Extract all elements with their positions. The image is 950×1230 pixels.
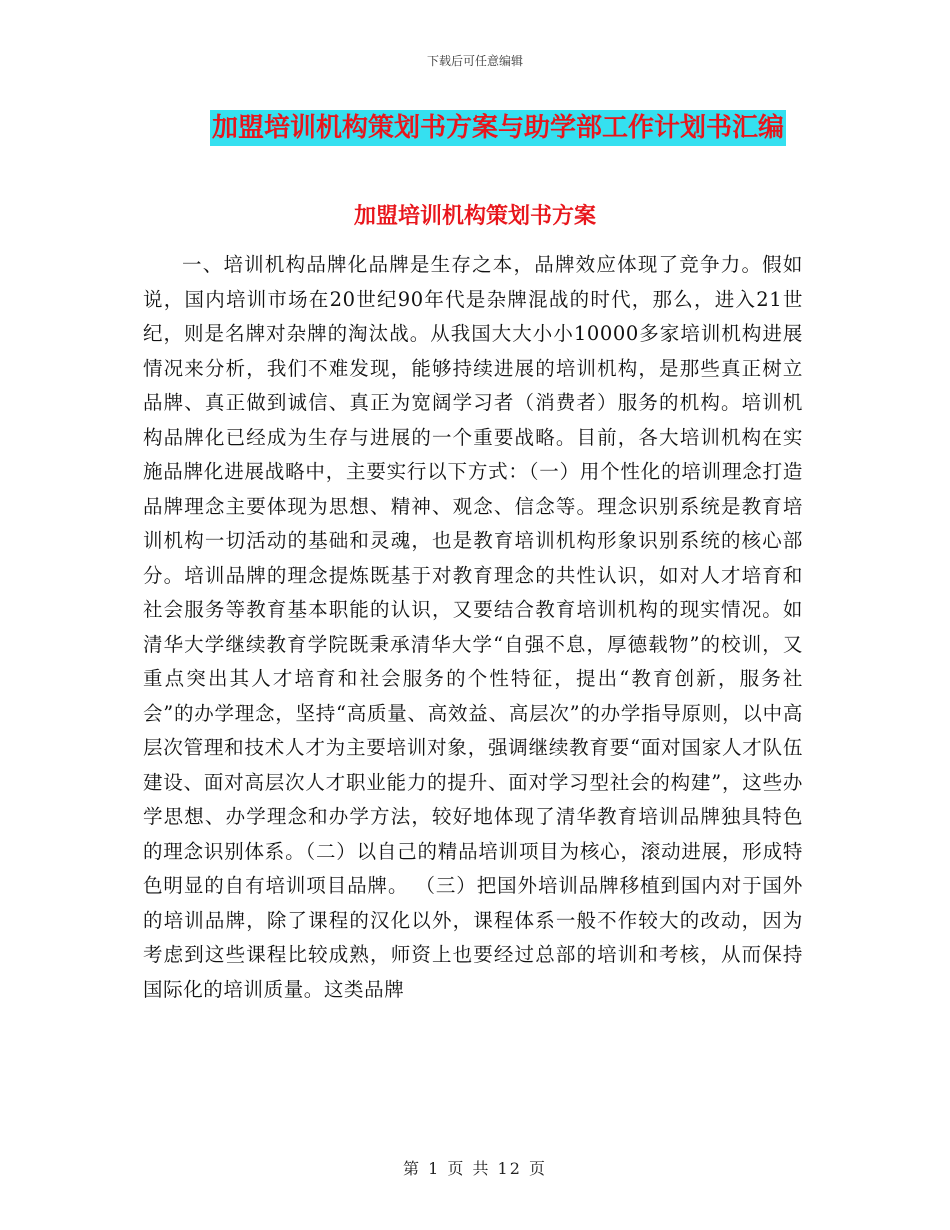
document-title: 加盟培训机构策划书方案与助学部工作计划书汇编 <box>210 110 786 146</box>
page-header-note: 下载后可任意编辑 <box>426 54 523 68</box>
section-title: 加盟培训机构策划书方案 <box>353 204 596 229</box>
body-paragraph: 一、培训机构品牌化品牌是生存之本，品牌效应体现了竞争力。假如说，国内培训市场在20世纪90年代是杂牌混战的时代，那么，进入21世纪，则是名牌对杂牌的淘汰战。从我国大大小小10000多家培训机构进展情况来分析，我们不难发现，能够持续进展的培训机构，是那些真正树立品牌、真正做到诚信、真正为宽阔学习者（消费者）服务的机构。培训机构品牌化已经成为生存与进展的一个重要战略。目前，各大培训机构在实施品牌化进展战略中，主要实行以下方式：（一）用个性化的培训理念打造品牌理念主要体现为思想、精神、观念、信念等。理念识别系统是教育培训机构一切活动的基础和灵魂，也是教育培训机构形象识别系统的核心部分。培训品牌的理念提炼既基于对教育理念的共性认识，如对人才培育和社会服务等教育基本职能的认识，又要结合教育培训机构的现实情况。如清华大学继续教育学院既秉承清华大学“自强不息，厚德载物”的校训，又重点突出其人才培育和社会服务的个性特征，提出“教育创新，服务社会”的办学理念，坚持“高质量、高效益、高层次”的办学指导原则，以中高层次管理和技术人才为主要培训对象，强调继续教育要“面对国家人才队伍建设、面对高层次人才职业能力的提升、面对学习型社会的构建”，这些办学思想、办学理念和办学方法，较好地体现了清华教育培训品牌独具特色的理念识别体系。（二）以自己的精品培训项目为核心，滚动进展，形成特色明显的自有培训项目品牌。 （三）把国外培训品牌移植到国内对于国外的培训品牌，除了课程的汉化以外，课程体系一般不作较大的改动，因为考虑到这些课程比较成熟，师资上也要经过总部的培训和考核，从而保持国际化的培训质量。这类品牌 <box>143 253 803 1001</box>
document-title-container <box>0 110 950 146</box>
page-number-footer: 第 1 页 共 12 页 <box>403 1159 547 1178</box>
